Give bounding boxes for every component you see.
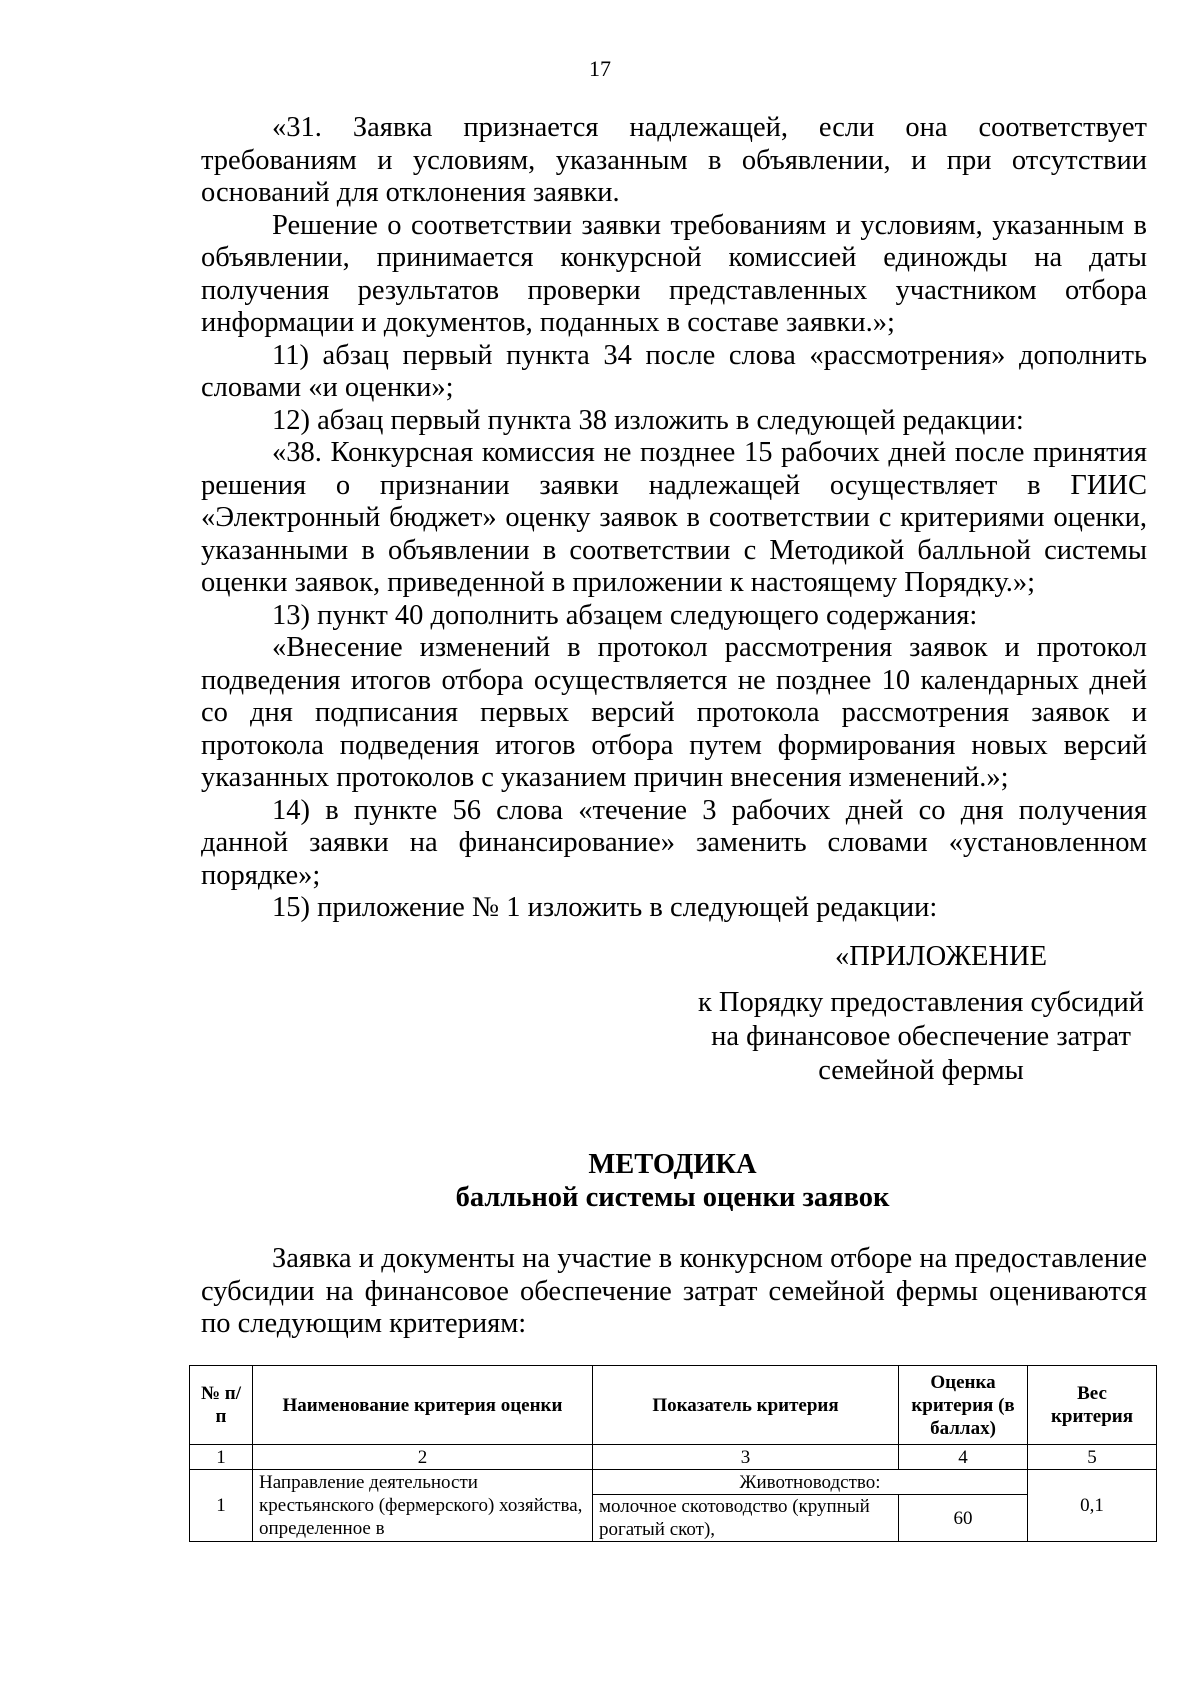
paragraph: 15) приложение № 1 изложить в следующей редакции: <box>272 892 938 923</box>
paragraph: 13) пункт 40 дополнить абзацем следующего содержания: <box>272 599 978 631</box>
main-text <box>201 112 1147 925</box>
methodology-subtitle: балльной системы оценки заявок <box>455 1182 890 1213</box>
appendix-description <box>660 986 1182 1088</box>
row-category: Животноводство: <box>593 1470 1028 1495</box>
column-number: 5 <box>1028 1445 1157 1470</box>
appendix-block <box>660 940 1182 1088</box>
row-num: 1 <box>190 1470 253 1542</box>
methodology-title: МЕТОДИКА <box>588 1149 757 1180</box>
table-row <box>190 1470 1157 1495</box>
intro-paragraph: Заявка и документы на участие в конкурсном отборе на предоставление субсидии на финансовое обеспечение затрат семейной фермы оцениваются по следующим критериям: <box>201 1243 1147 1339</box>
column-number-row <box>190 1445 1157 1470</box>
table-header-row <box>190 1366 1157 1445</box>
column-number: 2 <box>253 1445 593 1470</box>
header-indicator: Показатель критерия <box>593 1366 899 1445</box>
appendix-line: к Порядку предоставления субсидий <box>697 987 1145 1018</box>
page-number: 17 <box>589 56 611 81</box>
row-weight: 0,1 <box>1028 1470 1157 1542</box>
header-score: Оценка критерия (в баллах) <box>899 1366 1028 1445</box>
paragraph: 11) абзац первый пункта 34 после слова «рассмотрения» дополнить словами «и оценки»; <box>201 339 1147 403</box>
header-name: Наименование критерия оценки <box>253 1366 593 1445</box>
column-number: 1 <box>190 1445 253 1470</box>
row-indicator: молочное скотоводство (крупный рогатый скот), <box>593 1495 899 1542</box>
header-weight: Вес критерия <box>1028 1366 1157 1445</box>
appendix-title: «ПРИЛОЖЕНИЕ <box>835 941 1047 972</box>
paragraph: 12) абзац первый пункта 38 изложить в следующей редакции: <box>272 404 1024 436</box>
header-num: № п/п <box>190 1366 253 1445</box>
criteria-table <box>189 1365 1157 1542</box>
column-number: 3 <box>593 1445 899 1470</box>
paragraph: «31. Заявка признается надлежащей, если она соответствует требованиям и условиям, указанным в объявлении, и при отсутствии оснований для отклонения заявки. <box>201 112 1147 208</box>
paragraph: «38. Конкурсная комиссия не позднее 15 рабочих дней после принятия решения о признании заявки надлежащей осуществляет в ГИИС «Электронный бюджет» оценку заявок в соответствии с критериями оценки, указанными в объявлении в соответствии с Методикой балльной системы оценки заявок, приведенной в приложении к настоящему Порядку.»; <box>201 437 1147 598</box>
row-criterion-name: Направление деятельности крестьянского (фермерского) хозяйства, определенное в <box>253 1470 593 1542</box>
appendix-line: на финансовое обеспечение затрат <box>711 1021 1131 1052</box>
paragraph: «Внесение изменений в протокол рассмотрения заявок и протокол подведения итогов отбора осуществляется не позднее 10 календарных дней со дня подписания первых версий протокола рассмотрения заявок и протокола подведения итогов отбора путем формирования новых версий указанных протоколов с указанием причин внесения изменений.»; <box>201 632 1147 793</box>
appendix-line: семейной фермы <box>818 1055 1024 1086</box>
column-number: 4 <box>899 1445 1028 1470</box>
row-score: 60 <box>899 1495 1028 1542</box>
paragraph: Решение о соответствии заявки требованиям и условиям, указанным в объявлении, принимается конкурсной комиссией единожды на даты получения результатов проверки представленных участником отбора информации и документов, поданных в составе заявки.»; <box>201 209 1147 338</box>
paragraph: 14) в пункте 56 слова «течение 3 рабочих дней со дня получения данной заявки на финансирование» заменить словами «установленном порядке»; <box>201 794 1147 891</box>
